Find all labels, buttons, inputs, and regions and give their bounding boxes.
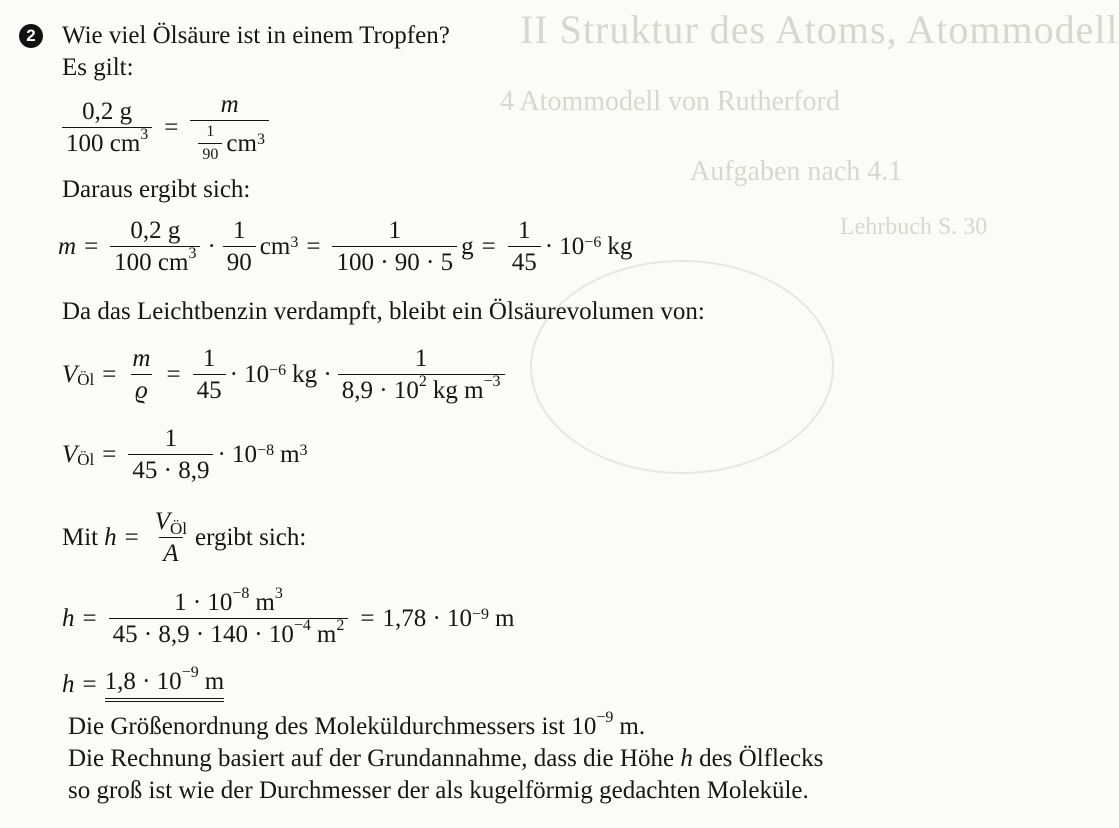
rechnung-text: Die Rechnung basiert auf der Grundannahme, dass die Höhe [68,745,675,772]
equation-height-definition: Mit h = $\frac{V_{Öl}}{A}$ ergibt sich: [62,508,307,568]
symbol-m: m [58,233,77,261]
unit-g: g [461,233,474,261]
fraction-numerator: 1 [414,345,428,372]
fraction-denominator: ϱ [131,374,152,404]
fraction-denominator: 100 · 90 · 5 [332,246,457,276]
power-of-ten: · 10 [544,233,585,261]
leichtbenzin-text: Da das Leichtbenzin verdampft, bleibt ein Ölsäurevolumen von: [62,298,705,325]
density-value: 8,9 · 10 [341,377,419,405]
fraction-numerator: 0,2 g [82,97,133,125]
symbol-V: V [154,508,171,535]
unit-m: m [280,441,300,469]
unit-kg: kg · [292,361,332,389]
rechnung-text: des Ölflecks [699,745,824,772]
unit-cm: cm [226,129,257,157]
fraction-numerator: 1 [388,217,402,244]
equation-mass: m = $\frac{0,2 g}{100 cm^3}$ · $\frac{1}{90}$ cm $^3$ = $\frac{1}{100 \cdot 90 \cdot 5}$ g = $\frac{1}{45}$ · 10 $^{-6}$ kg [58,217,633,277]
symbol-V: V [62,361,78,389]
equation-height-rounded: h = $1,8 \cdot 10^{-9}$ m [62,668,224,702]
exponent: −9 [472,606,490,624]
fraction-denominator: 100 $cm^3$ [62,127,152,157]
task-question: Wie viel Ölsäure ist in einem Tropfen? [62,22,450,49]
symbol-h: h [680,745,693,772]
fraction-product [332,218,457,277]
small-numerator: 1 [206,123,215,141]
fraction-denominator: 45 [193,374,226,404]
task-number-badge: 2 [19,24,43,48]
fraction-denominator: $45 \cdot 8,9 \cdot 140 \cdot 10^{-4}$ $m^2$ [109,618,349,648]
fraction-one-over-density [338,346,505,405]
mit-text: Mit [62,524,99,552]
symbol-h: h [62,605,75,633]
unit-m: m [495,605,515,633]
es-gilt-text: Es gilt: [62,54,134,81]
ergibt-text: ergibt sich: [195,524,307,552]
exponent: 2 [418,373,427,391]
fraction-numerator: 1 [233,217,246,244]
unit-m: m. [619,713,646,740]
fraction-one-ninetieth [223,218,256,277]
unit-m: m [255,589,275,616]
fraction-one-45th [193,346,226,405]
density-unit: kg m [432,377,484,405]
bleed-through-figure [530,260,834,474]
fraction-mass-volume [62,99,152,158]
exponent: −9 [596,709,614,726]
fraction-denominator: $\frac{1}{90}$ cm $^3$ [190,120,269,164]
groessenordnung-sentence: Die Größenordnung des Moleküldurchmessers ist 10 [68,713,597,740]
exponent: −6 [584,234,602,252]
bleed-through-reference: Lehrbuch S. 30 [840,214,988,240]
fraction-one-45th [508,218,541,277]
height-result: 1,78 · 10 [382,605,473,633]
fraction-numerator: 1 [202,345,216,372]
fraction-denominator-text: 100 cm [114,249,189,277]
unit-m: m [204,668,225,695]
subscript-oel: Öl [170,519,188,538]
fraction-one-ninetieth [198,124,222,164]
bleed-through-subheading: 4 Atommodell von Rutherford [500,86,840,117]
unit-m: m [316,621,337,649]
area-value: 45 · 8,9 · 140 · 10 [112,621,294,649]
power-of-ten: · 10 [217,441,258,469]
equation-volume-oil-result: V $_{Öl}$ = $\frac{1}{45 \cdot 8,9}$ · 10 $^{-8}$ m $^3$ [62,425,308,485]
fraction-denominator: 90 [223,246,256,276]
fraction-denominator: 45 · 8,9 [128,454,213,484]
fraction-denominator: 45 [508,246,541,276]
daraus-text: Daraus ergibt sich: [62,176,251,203]
final-answer-double-underlined [104,664,225,702]
subscript-oel: Öl [77,450,95,470]
fraction-numerator: $1 \cdot 10^{-8}$ $m^3$ [174,585,283,616]
height-value: 1,8 · 10 [104,668,182,695]
exponent: −8 [232,585,250,602]
fraction-numerator: m [220,91,239,118]
fraction-denominator: 100 $cm^3$ [110,246,200,276]
fraction-numerator [151,509,191,537]
exponent: −3 [483,373,501,391]
symbol-h: h [104,524,117,552]
subscript-oel: Öl [77,370,95,390]
equation-height: h = $\frac{1 \cdot 10^{-8} m^3}{45 \cdot 8,9 \cdot 140 \cdot 10^{-4} m^2}$ = 1,78 · 10 $^{-9}$ m [62,585,515,649]
fraction-numerator: 1 [164,425,178,452]
fraction-volume [128,426,213,485]
unit-cm: cm [259,233,291,261]
power-of-ten: · 10 [229,361,270,389]
volume-value: 1 · 10 [174,589,233,616]
fraction-numerator: 1 [517,217,531,244]
symbol-V: V [62,441,78,469]
fraction-denominator: A [159,537,182,567]
fraction-m-over-rho [128,346,154,405]
bleed-through-section: Aufgaben nach 4.1 [690,156,903,187]
fraction-numerator: m [132,345,151,372]
small-denominator: 90 [198,143,222,164]
equation-volume-oil: V $_{Öl}$ = $\frac{m}{ϱ}$ = $\frac{1}{45}$ · 10 $^{-6}$ kg · $\frac{1}{8,9 \cdot 10^2 kg m^{-3}}$ [62,346,509,405]
bleed-through-heading: II Struktur des Atoms, Atommodell [520,7,1119,52]
exponent: −6 [269,362,287,380]
equation-proportion: $\frac{0,2 g}{100 cm^3}$ = m $\frac{1}{90}$ cm $^3$ [58,92,273,164]
fraction-denominator [338,374,505,404]
unit-kg: kg [607,233,633,261]
exponent: −9 [181,664,199,681]
groessenordnung-text [68,709,646,740]
exponent: −8 [257,442,275,460]
rechnung-line-2: so groß ist wie der Durchmesser der als kugelförmig gedachten Moleküle. [68,777,809,804]
fraction-m-drop-volume [190,92,269,164]
fraction-denominator-text: 100 cm [66,129,141,157]
symbol-h: h [62,671,75,698]
fraction-mass-volume [110,218,200,277]
exponent: −4 [293,617,311,635]
fraction-volume-over-area [151,509,191,568]
fraction-numerator: 0,2 g [130,217,181,244]
rechnung-line-1 [68,746,823,771]
